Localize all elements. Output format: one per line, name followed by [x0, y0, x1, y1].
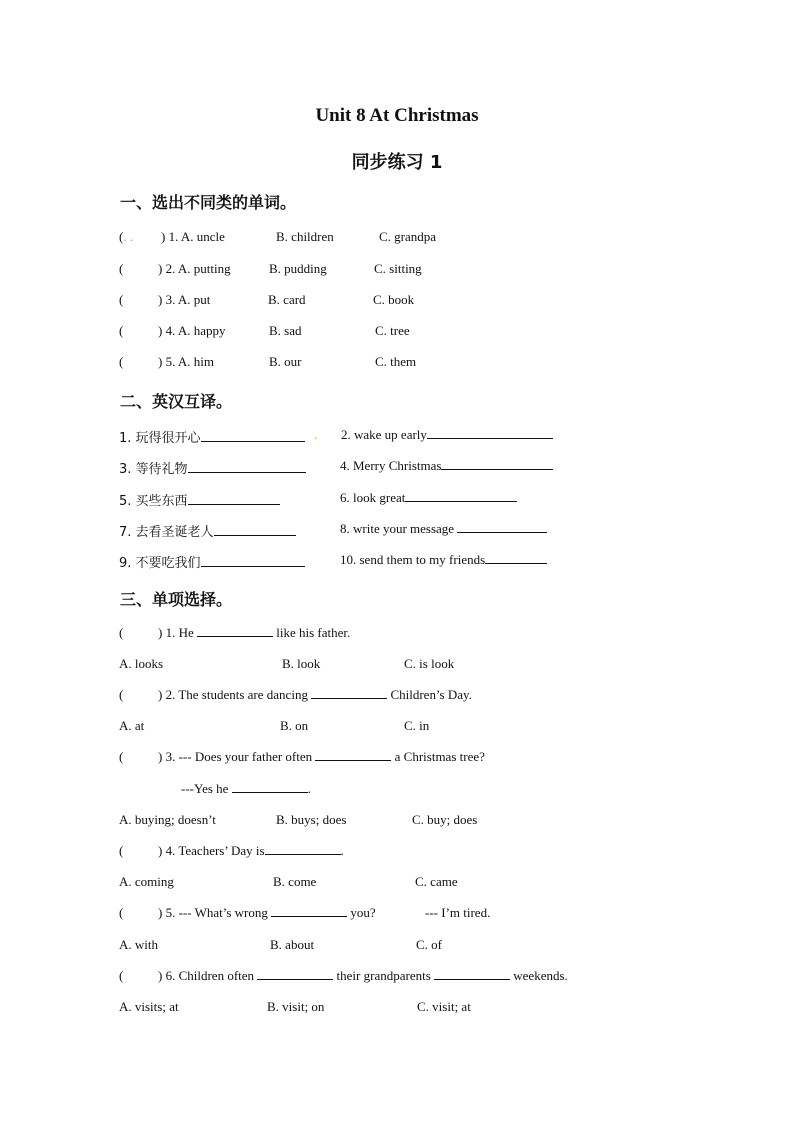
s2-item-2: 2. wake up early: [341, 427, 553, 443]
s3-paren-3: (: [119, 749, 124, 764]
s3-q5-c: C. of: [416, 937, 442, 952]
s3-q6-b: B. visit; on: [267, 999, 325, 1014]
s1-item-3: ) 3. A. put: [158, 292, 211, 307]
s1-item-4-c: C. tree: [375, 323, 410, 338]
s3-q5-b: B. about: [270, 937, 315, 952]
s1-item-3-c: C. book: [373, 292, 415, 307]
s3-q6-c: C. visit; at: [417, 999, 471, 1014]
s1-bracket-1: (. .: [119, 229, 134, 244]
section-3-heading: 三、单项选择。: [120, 590, 233, 609]
s3-q3: ) 3. --- Does your father often a Christmas tree?: [158, 749, 485, 764]
s3-q1-b: B. look: [282, 656, 321, 671]
s1-item-5: ) 5. A. him: [158, 354, 214, 369]
s3-q2-c: C. in: [404, 718, 430, 733]
s3-q2-b: B. on: [280, 718, 309, 733]
s3-q2: ) 2. The students are dancing Children’s Day.: [158, 687, 472, 702]
section-2-heading: 二、英汉互译。: [120, 392, 233, 411]
s3-q3-c: C. buy; does: [412, 812, 478, 827]
s3-q4: ) 4. Teachers’ Day is .: [158, 843, 344, 858]
s3-paren-4: (: [119, 843, 124, 858]
s2-item-4: 4. Merry Christmas: [340, 458, 553, 474]
s3-q4-b: B. come: [273, 874, 317, 889]
s3-paren-1: (: [119, 625, 124, 640]
s3-q3-a: A. buying; doesn’t: [119, 812, 216, 827]
section-1-heading: 一、选出不同类的单词。: [120, 193, 297, 212]
s1-bracket-4: (: [119, 323, 124, 338]
s2-item-7: 7. 去看圣诞老人: [119, 521, 296, 540]
page-title: Unit 8 At Christmas: [315, 105, 479, 126]
s3-paren-5: (: [119, 905, 124, 920]
page-subtitle: 同步练习 1: [351, 152, 443, 173]
s1-item-1: ) 1. A. uncle: [161, 229, 225, 244]
s3-q5-a: A. with: [119, 937, 158, 952]
s3-q4-a: A. coming: [119, 874, 174, 889]
s3-q3-reply: ---Yes he .: [181, 781, 311, 796]
s1-item-2-c: C. sitting: [374, 261, 422, 276]
s1-item-2: ) 2. A. putting: [158, 261, 231, 276]
s3-q3-b: B. buys; does: [276, 812, 347, 827]
s2-mark: .: [314, 427, 318, 442]
s1-item-1-c: C. grandpa: [379, 229, 437, 244]
s1-item-3-b: B. card: [268, 292, 306, 307]
s3-paren-2: (: [119, 687, 124, 702]
s3-q5: ) 5. --- What’s wrong you?: [158, 905, 376, 920]
s2-item-10: 10. send them to my friends: [340, 552, 547, 568]
s3-q6: ) 6. Children often their grandparents weekends.: [158, 968, 568, 983]
s3-q1-c: C. is look: [404, 656, 455, 671]
s3-paren-6: (: [119, 968, 124, 983]
s1-bracket-3: (: [119, 292, 124, 307]
s1-item-4-b: B. sad: [269, 323, 302, 338]
s2-item-9: 9. 不要吃我们: [119, 552, 305, 571]
s2-item-8: 8. write your message: [340, 521, 547, 537]
s1-bracket-2: (: [119, 261, 124, 276]
s3-q6-a: A. visits; at: [119, 999, 179, 1014]
s3-q1: ) 1. He like his father.: [158, 625, 351, 640]
s1-item-4: ) 4. A. happy: [158, 323, 226, 338]
s3-q5-reply: --- I’m tired.: [425, 905, 491, 920]
s1-bracket-5: (: [119, 354, 124, 369]
s3-q2-a: A. at: [119, 718, 145, 733]
s1-item-2-b: B. pudding: [269, 261, 327, 276]
s2-item-5: 5. 买些东西: [119, 490, 280, 509]
s1-item-5-b: B. our: [269, 354, 302, 369]
s1-item-1-b: B. children: [276, 229, 334, 244]
s2-item-1: 1. 玩得很开心: [119, 427, 305, 446]
s3-q4-c: C. came: [415, 874, 458, 889]
s1-item-5-c: C. them: [375, 354, 417, 369]
s3-q1-a: A. looks: [119, 656, 164, 671]
s2-item-3: 3. 等待礼物: [119, 458, 306, 477]
s2-item-6: 6. look great: [340, 490, 517, 506]
